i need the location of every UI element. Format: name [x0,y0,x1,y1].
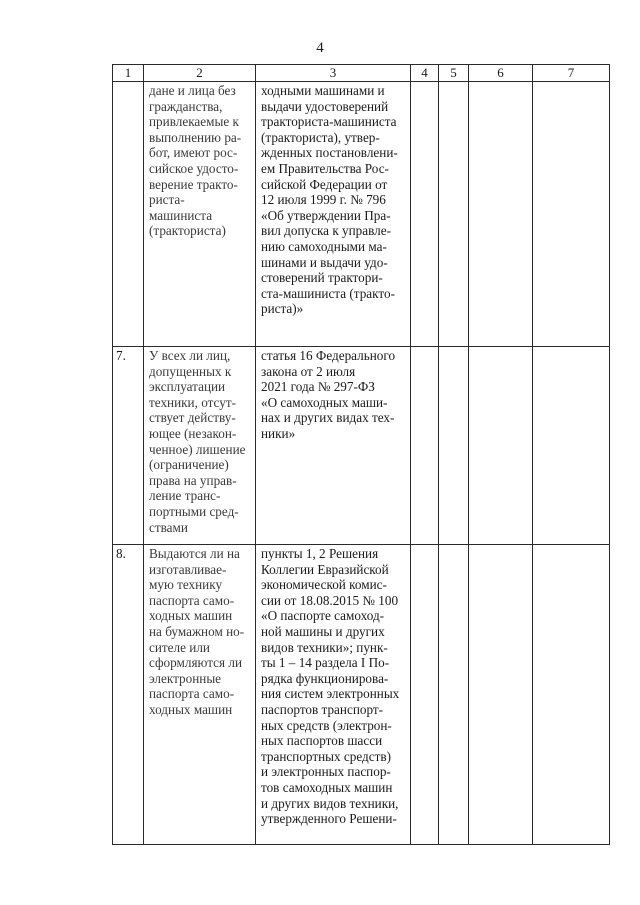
not-applicable-cell [469,545,533,845]
not-applicable-cell [469,82,533,347]
col-header-3: 3 [256,65,411,82]
question-cell: У всех ли лиц, допущенных к эксплуатации техники, отсут- ствует действу- ющее (незакон- ченное) лишение (ограничение) права на управ- ление транс- портными сред- ствами [144,347,256,545]
column-number-row [113,65,610,82]
row-number [113,82,144,347]
question-cell: дане и лица без гражданства, привлекаемые к выполнению ра- бот, имеют рос- сийское удосто- верение тракто- риста- машиниста (тракториста) [144,82,256,347]
col-header-7: 7 [533,65,610,82]
answer-no-cell [439,347,469,545]
table-row [113,347,610,545]
question-cell: Выдаются ли на изготавливае- мую технику паспорта само- ходных машин на бумажном но- сителе или сформляются ли электронные паспорта само- ходных машин [144,545,256,845]
answer-no-cell [439,545,469,845]
note-cell [533,545,610,845]
legal-basis-cell: ходными машинами и выдачи удостоверений тракториста-машиниста (тракториста), утвер- жденных постановлени- ем Правительства Рос- сийской Федерации от 12 июля 1999 г. № 796 «Об утверждении Пра- вил допуска к управле- нию самоходными ма- шинами и выдачи удо- стоверений трактори- ста-машиниста (тракто- риста)» [256,82,411,347]
answer-yes-cell [411,82,439,347]
table-row [113,82,610,347]
col-header-5: 5 [439,65,469,82]
table-row [113,545,610,845]
note-cell [533,82,610,347]
answer-yes-cell [411,347,439,545]
col-header-1: 1 [113,65,144,82]
checklist-table [112,64,610,845]
answer-no-cell [439,82,469,347]
col-header-2: 2 [144,65,256,82]
row-number: 7. [113,347,144,545]
col-header-6: 6 [469,65,533,82]
legal-basis-cell: пункты 1, 2 Решения Коллегии Евразийской экономической комис- сии от 18.08.2015 № 100 «О паспорте самоход- ной машины и других видов техники»; пунк- ты 1 – 14 раздела I По- рядка функционирова- ния систем электронных паспортов транспорт- ных средств (электрон- ных паспортов шасси транспортных средств) и электронных паспор- тов самоходных машин и других видов техники, утвержденного Решени- [256,545,411,845]
legal-basis-cell: статья 16 Федерального закона от 2 июля 2021 года № 297-ФЗ «О самоходных маши- нах и других видах тех- ники» [256,347,411,545]
col-header-4: 4 [411,65,439,82]
not-applicable-cell [469,347,533,545]
page-number: 4 [316,40,324,56]
row-number: 8. [113,545,144,845]
answer-yes-cell [411,545,439,845]
note-cell [533,347,610,545]
